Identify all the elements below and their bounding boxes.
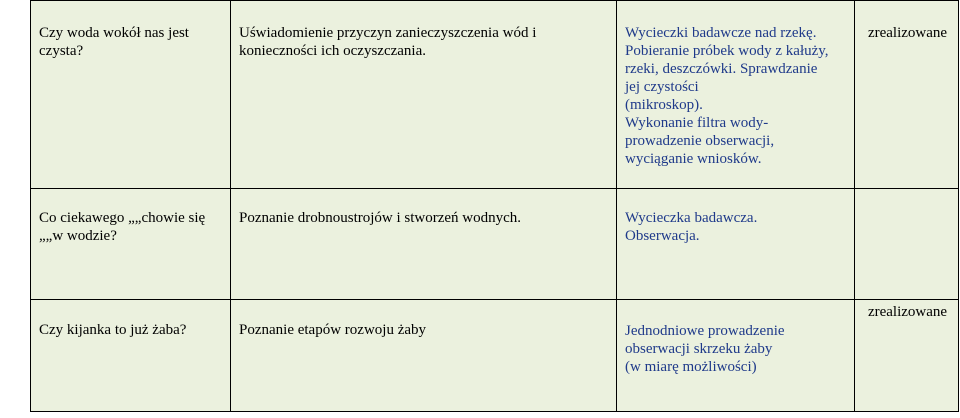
- goal-cell: [231, 189, 617, 300]
- activity-line: (w miarę możliwości): [625, 359, 757, 375]
- status-text: zrealizowane: [867, 304, 948, 320]
- goal-line: Poznanie etapów rozwoju żaby: [239, 322, 427, 338]
- goal-line: Poznanie drobnoustrojów i stworzeń wodnych.: [239, 210, 522, 226]
- activity-line: (mikroskop).: [625, 97, 703, 113]
- activity-line: jej czystości: [625, 79, 699, 95]
- activities-cell: [617, 1, 855, 189]
- goal-cell: [231, 1, 617, 189]
- activity-line: Wycieczka badawcza.: [625, 210, 758, 226]
- activity-line: Wykonanie filtra wody-: [625, 115, 769, 131]
- topic-line: Czy kijanka to już żaba?: [39, 322, 187, 338]
- topic-line: czysta?: [39, 43, 84, 59]
- activity-line: Obserwacja.: [625, 228, 700, 244]
- table-row: [31, 1, 959, 189]
- activity-plan-table: [30, 0, 959, 412]
- table-row: [31, 189, 959, 300]
- activity-line: Jednodniowe prowadzenie: [625, 323, 785, 339]
- status-text: zrealizowane: [867, 25, 948, 41]
- status-cell: [855, 300, 959, 412]
- topic-line: „„w wodzie?: [39, 228, 117, 244]
- activity-line: wyciąganie wniosków.: [625, 151, 762, 167]
- goal-cell: [231, 300, 617, 412]
- topic-line: Co ciekawego „„chowie się: [39, 210, 206, 226]
- goal-line: Uświadomienie przyczyn zanieczyszczenia wód i: [239, 25, 537, 41]
- activity-line: obserwacji skrzeku żaby: [625, 341, 773, 357]
- table-row: [31, 300, 959, 412]
- activity-line: Pobieranie próbek wody z kałuży,: [625, 43, 829, 59]
- activities-cell: [617, 300, 855, 412]
- activity-line: Wycieczki badawcze nad rzekę.: [625, 25, 817, 41]
- status-cell: [855, 189, 959, 300]
- topic-line: Czy woda wokół nas jest: [39, 25, 189, 41]
- topic-cell: [31, 189, 231, 300]
- topic-cell: [31, 1, 231, 189]
- topic-cell: [31, 300, 231, 412]
- status-cell: [855, 1, 959, 189]
- goal-line: konieczności ich oczyszczania.: [239, 43, 426, 59]
- activity-line: rzeki, deszczówki. Sprawdzanie: [625, 61, 818, 77]
- activities-cell: [617, 189, 855, 300]
- activity-line: prowadzenie obserwacji,: [625, 133, 775, 149]
